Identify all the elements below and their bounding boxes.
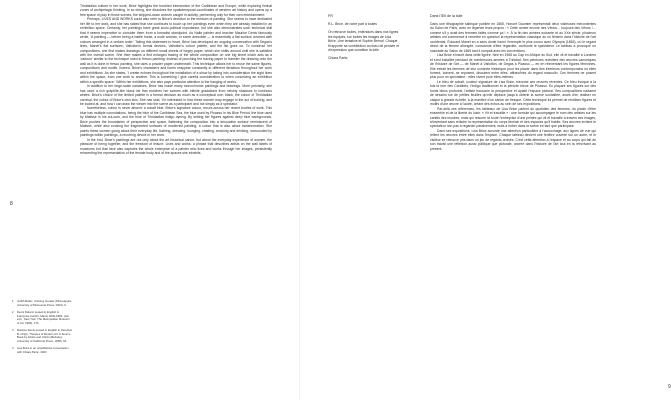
- left-page-number: 8: [10, 201, 13, 207]
- paragraph: In addition to her large-scale canvases, Brice has made many monochrome paintings and drawings. More precisely, she has used a rich graphite-like black ink that enriches her scenes with infinite gradations from velvety shadows to luminous whites. Brice's choice of the limited palette is a formal decision as much as a conceptual one: black, the colour of Trinidadian carnival, the colour of Brice's own skin. She has said, 'I'm interested in how these women may engage in the act of looking, and be looked at, and how I can draw the viewer into the scene as a participant and not simply as a spectator.': [80, 84, 272, 106]
- footnote-number: 2: [12, 310, 14, 314]
- left-page: [0, 0, 300, 400]
- paragraph: Nonetheless, colour is never absent: a cobalt blue, Brice's signature colour, recurs across her recent bodies of work. This blue has multiple connotations, being the blue of the Caribbean Sea, the blue used by Picasso in his Blue Period, the blue used by Matisse in his cut-outs, and the blue of Trinidadian indigo dyeing. By setting her figures against deep blue backgrounds, Brice pushes the boundaries of perspective and space, flattening the composition into a decorative surface reminiscent of Matisse, while also evoking the fragmented surfaces of modernist painting, a colour that is also about transformation. She paints these women going about their everyday life, bathing, dressing, lounging, chatting, smoking and drinking, surrounded by paintings within paintings, a recurring device in her work.: [80, 106, 272, 138]
- paragraph: Dans une lithographie satirique publiée en 1865, Honoré Daumier représentait deux visiteuses mécontentes du Salon de Paris, avec en légende leurs propos : « Cette année encore des Vénus… toujours des Vénus !… comme s'il y avait des femmes faites comme ça ! ». À la fin des années soixante et au XXe siècle, plusieurs artistes ont commencé à remettre en question la représentation classique du nu féminin dans l'histoire de l'art occidental. Édouard Manet en a sans doute fourni l'exemple le plus connu avec Olympia (1863), où le regard direct de la femme allongée, consciente d'être regardée, confronte le spectateur. Le tableau a provoqué un scandale au Salon de 1865 tant il rompait avec les conventions.: [430, 22, 596, 53]
- footnote: [12, 311, 72, 325]
- paragraph: Par-delà ces références, les tableaux de Lisa Brice parlent du quotidien des femmes, du plaisir d'être ensemble et de la liberté du loisir. « Vit et travaille » : une formule qui accompagne le nom des artistes sur les cartels des musées, mais qui résume ici toute l'entreprise d'une peintre qui vit et travaille à travers ses images, réinventant sans relâche la représentation du corps féminin et des espaces qu'il habite. Ses œuvres invitent le spectateur non pas à regarder passivement, mais à entrer dans la scène en tant que participant.: [430, 106, 596, 129]
- footnote-number: 1: [12, 299, 14, 303]
- french-heading: Dans l'Œil de la toile: [430, 14, 463, 18]
- paragraph: Trinidadian culture in her work, Brice highlights the troubled intersection of the Caribbean and Europe, while exploring liminal zones of archipelagic thinking. In so doing, she dissolves the spatiotemporal coordinates of western art history and opens up a free space of play in those scenes, the stripped-down women caught in activity, performing only for their own entertainment.: [80, 4, 272, 17]
- footnote: [12, 300, 72, 307]
- footnote-text: Denis Diderot quoted in English in Françoise Cachin, Manet 1832-1883, (cat. exh., New York: The Metropolitan Museum of Art, 1983), 174.: [17, 310, 70, 325]
- caption-line: On retrouve toutes, entendues dans nos lignes les équipés, sur toutes les images de Lisa Brice. Une tentative et Sophie Bernal. Chaque fil apporte sa contribution au tissu de pensée et d'expression que constitue la toile.: [328, 30, 400, 53]
- footnotes: [12, 300, 72, 358]
- footnote: [12, 329, 72, 343]
- paragraph: Dans ses expositions, Lisa Brice accorde une attention particulière à l'accrochage, aux lignes de vue qui relient les œuvres entre elles dans l'espace. Chaque tableau devient une fenêtre ouverte sur un autre, et le visiteur se retrouve pris dans un jeu de regards croisés. C'est cette attention à l'espace et au corps qui fait de son travail une réflexion aussi politique que picturale, ancrée dans l'histoire de l'art tout en la réécrivant au présent.: [430, 128, 596, 151]
- footnote-number: 3: [12, 328, 14, 332]
- paragraph: In the end, Brice's paintings are not only about the art historical canon, but about the everyday experience of women, the pleasure of being together, and the freedom of leisure. Lives and works: a phrase that describes artists on the wall labels of museums but that here also captures the whole enterprise of a painter who lives and works through her images, persistently reinventing the representation of the female body and of the spaces she inhabits.: [80, 137, 272, 155]
- side-caption: [328, 22, 400, 65]
- footnote: [12, 347, 72, 354]
- paragraph: Perhaps, LIVES AND WORKS could also refer to Brice's devotion to the medium of painting. She seems to have dedicated her life to her work, and she has stated that she continues to touch up her paintings even when they are already installed in an exhibition space. Certainly, her paintings have great socio-political importance, but she also demonstrates such technical skill that it seems imperative to consider them from a formalist standpoint. As Nalle painter and teacher Maurice Denis famously wrote, 'A painting — before being a battle horse, a nude woman, or some anecdote — is essentially a flat surface covered with colours arranged in a certain order.' Taking this statement to heart, Brice has developed an ongoing conversation with Degas's lines, Manet's flat surfaces, Vallotton's formal devices, Vallotton's colour palette, and the list goes on. To construct her compositions, she first makes drawings on different small sheets of forgey paper, which she shifts around until she is satisfied with the overall scene. She then makes a first enlarged tracing of the whole composition on one big sheet which acts as a 'cartoon' similar to the technique used in fresco painting; instead of punching the tracing paper to transfer the drawing onto the wall as it is done in fresco painting, she uses a powder paper underneath. This technique allows her to reuse the same figures, compositions and motifs. Indeed, Brice's characters and forms reappear constantly in different iterations throughout her work and exhibitions. As she states, 'I create echoes throughout the installation of a show by taking into consideration the sight lines within the space, from one work to another. This is something I give careful consideration to when conceiving an exhibition within a specific space.' Within her exhibitions, she also pays particular attention to the hanging of works.: [80, 17, 272, 84]
- language-label: FR: [328, 14, 333, 18]
- english-body-text: [80, 4, 272, 392]
- french-body-text: [430, 22, 596, 382]
- footnote-text: Judith Butler, Undoing Gender (Minneapolis: University of Minnesota Press, 2004), 9.: [17, 299, 72, 307]
- footnote-number: 4: [12, 346, 14, 350]
- caption-author: Chiara Parisi: [328, 56, 348, 61]
- footnote-text: Maurice Denis quoted in English in Herschel B. Chipp, Theories of Modern Art: A Source Book by Artists and Critics (Berkeley: University of California Press, 1968), 94.: [17, 328, 72, 343]
- footnote-text: Lisa Brice in an unpublished conversation with Chiara Parisi, 2023.: [17, 346, 69, 354]
- paragraph: Le bleu de cobalt, couleur signature de Lisa Brice, traverse ses œuvres récentes. Ce bleu évoque à la fois la mer des Caraïbes, l'indigo traditionnel et la période bleue de Picasso. En plaçant ses figures sur des fonds bleus profonds, l'artiste bouscule la perspective et aplatit l'espace pictural. Ses compositions naissent de dessins sur de petites feuilles qu'elle déplace jusqu'à obtenir la scène souhaitée, avant d'en réaliser un calque à grande échelle, à la manière d'un carton de fresque. Cette technique lui permet de réutiliser figures et motifs d'une œuvre à l'autre, créant des échos au sein de ses expositions.: [430, 79, 596, 107]
- right-page-number: 9: [668, 384, 671, 390]
- paragraph: Lisa Brice s'inscrit dans cette lignée. Née en 1968 au Cap en Afrique du Sud, elle vit et travaille à Londres et s'est installée pendant de nombreuses années à Trinidad. Ses peintures revisitent des œuvres canoniques de l'histoire de l'art — de Manet à Vallotton, de Degas à Picasso — en en réinventant les figures féminines. Elle extrait les femmes de leur contexte historique pour les placer dans des intérieurs contemporains où elles fument, boivent, se reposent, discutent entre elles, affranchies du regard masculin. Ces femmes ne posent plus pour un spectateur : elles vivent pour elles-mêmes.: [430, 53, 596, 80]
- caption-line: R.L. Brice, de notre part à toutes: [328, 22, 378, 26]
